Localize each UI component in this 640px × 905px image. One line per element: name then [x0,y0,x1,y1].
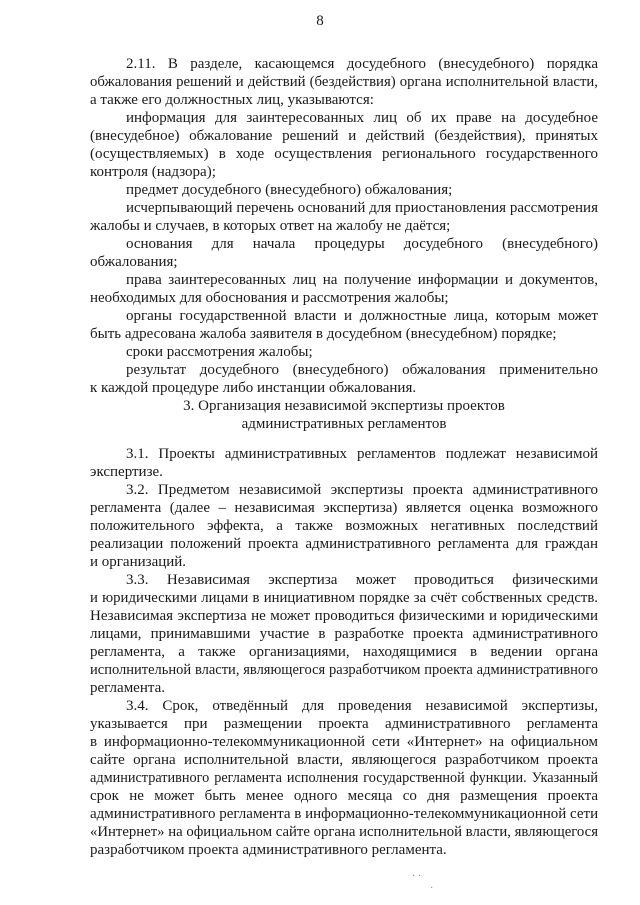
paragraph-line: быть адресована жалоба заявителя в досудебном (внесудебном) порядке; [90,326,557,342]
paragraph-line: 3.4. Срок, отведённый для проведения независимой экспертизы, [126,698,598,714]
paragraph-line: экспертизе. [90,464,163,480]
paragraph-line: 3.1. Проекты административных регламентов подлежат независимой [126,446,598,462]
section-heading: административных регламентов [241,416,447,432]
paragraph-line: и организаций. [90,554,187,570]
paragraph-line: и юридическими лицами в инициативном порядке за счёт собственных средств. [90,590,598,606]
paragraph-line: контроля (надзора); [90,164,216,180]
paragraph-line: основания для начала процедуры досудебного (внесудебного) [126,236,598,252]
paragraph-line: Независимая экспертиза не может проводиться физическими и юридическими [90,608,598,624]
paragraph-line: обжалования; [90,254,178,270]
paragraph-line: жалобы и случаев, в которых ответ на жалобу не даётся; [90,218,451,234]
paragraph-line: 2.11. В разделе, касающемся досудебного (внесудебного) порядка [126,56,598,72]
paragraph-line: регламента (далее – независимая экспертиза) является оценка возможного [90,500,598,516]
paragraph-line: исполнительной власти, являющегося разработчиком проекта административного [90,662,598,678]
paragraph-line: сроки рассмотрения жалобы; [126,344,313,360]
paragraph-line: (внесудебное) обжалование решений и действий (бездействия), принятых [90,128,598,144]
paragraph-line: результат досудебного (внесудебного) обжалования применительно [126,362,598,378]
paragraph-line: органы государственной власти и должностные лица, которым может [126,308,598,324]
section-heading: 3. Организация независимой экспертизы проектов [183,398,505,414]
paragraph-line: регламента. [90,680,166,696]
paragraph-line: исчерпывающий перечень оснований для приостановления рассмотрения [126,200,598,216]
paragraph-line: лицами, принимавшими участие в разработке проекта административного [90,626,598,642]
paragraph-line: указывается при размещении проекта административного регламента [90,716,598,732]
paragraph-line: предмет досудебного (внесудебного) обжалования; [126,182,453,198]
paragraph-line: положительного эффекта, а также возможных негативных последствий [90,518,598,534]
paragraph-line: сайте органа исполнительной власти, являющегося разработчиком проекта [90,752,598,768]
paragraph-line: информация для заинтересованных лиц об их праве на досудебное [126,110,598,126]
scan-speck: · · [412,871,422,882]
paragraph-line: необходимых для обоснования и рассмотрения жалобы; [90,290,449,306]
page-number: 8 [316,13,324,29]
paragraph-line: (осуществляемых) в ходе осуществления регионального государственного [90,146,598,162]
paragraph-line: 3.2. Предметом независимой экспертизы проекта административного [126,482,598,498]
paragraph-line: регламента, а также организациями, находящимися в ведении органа [90,644,598,660]
paragraph-line: реализации положений проекта административного регламента для граждан [90,536,598,552]
paragraph-line: а также его должностных лиц, указываются: [90,92,374,108]
paragraph-line: права заинтересованных лиц на получение информации и документов, [126,272,598,288]
paragraph-line: административного регламента исполнения государственной функции. Указанный [90,770,598,786]
paragraph-line: срок не может быть менее одного месяца со дня размещения проекта [90,788,598,804]
paragraph-line: административного регламента в информационно-телекоммуникационной сети [90,806,599,822]
paragraph-line: «Интернет» на официальном сайте органа исполнительной власти, являющегося [90,824,598,840]
paragraph-line: 3.3. Независимая экспертиза может проводиться физическими [126,572,598,588]
paragraph-line: к каждой процедуре либо инстанции обжалования. [90,380,417,396]
scan-speck: · [430,883,434,894]
paragraph-line: в информационно-телекоммуникационной сети «Интернет» на официальном [90,734,598,750]
paragraph-line: обжалования решений и действий (бездействия) органа исполнительной власти, [90,74,598,90]
paragraph-line: разработчиком проекта административного регламента. [90,842,447,858]
